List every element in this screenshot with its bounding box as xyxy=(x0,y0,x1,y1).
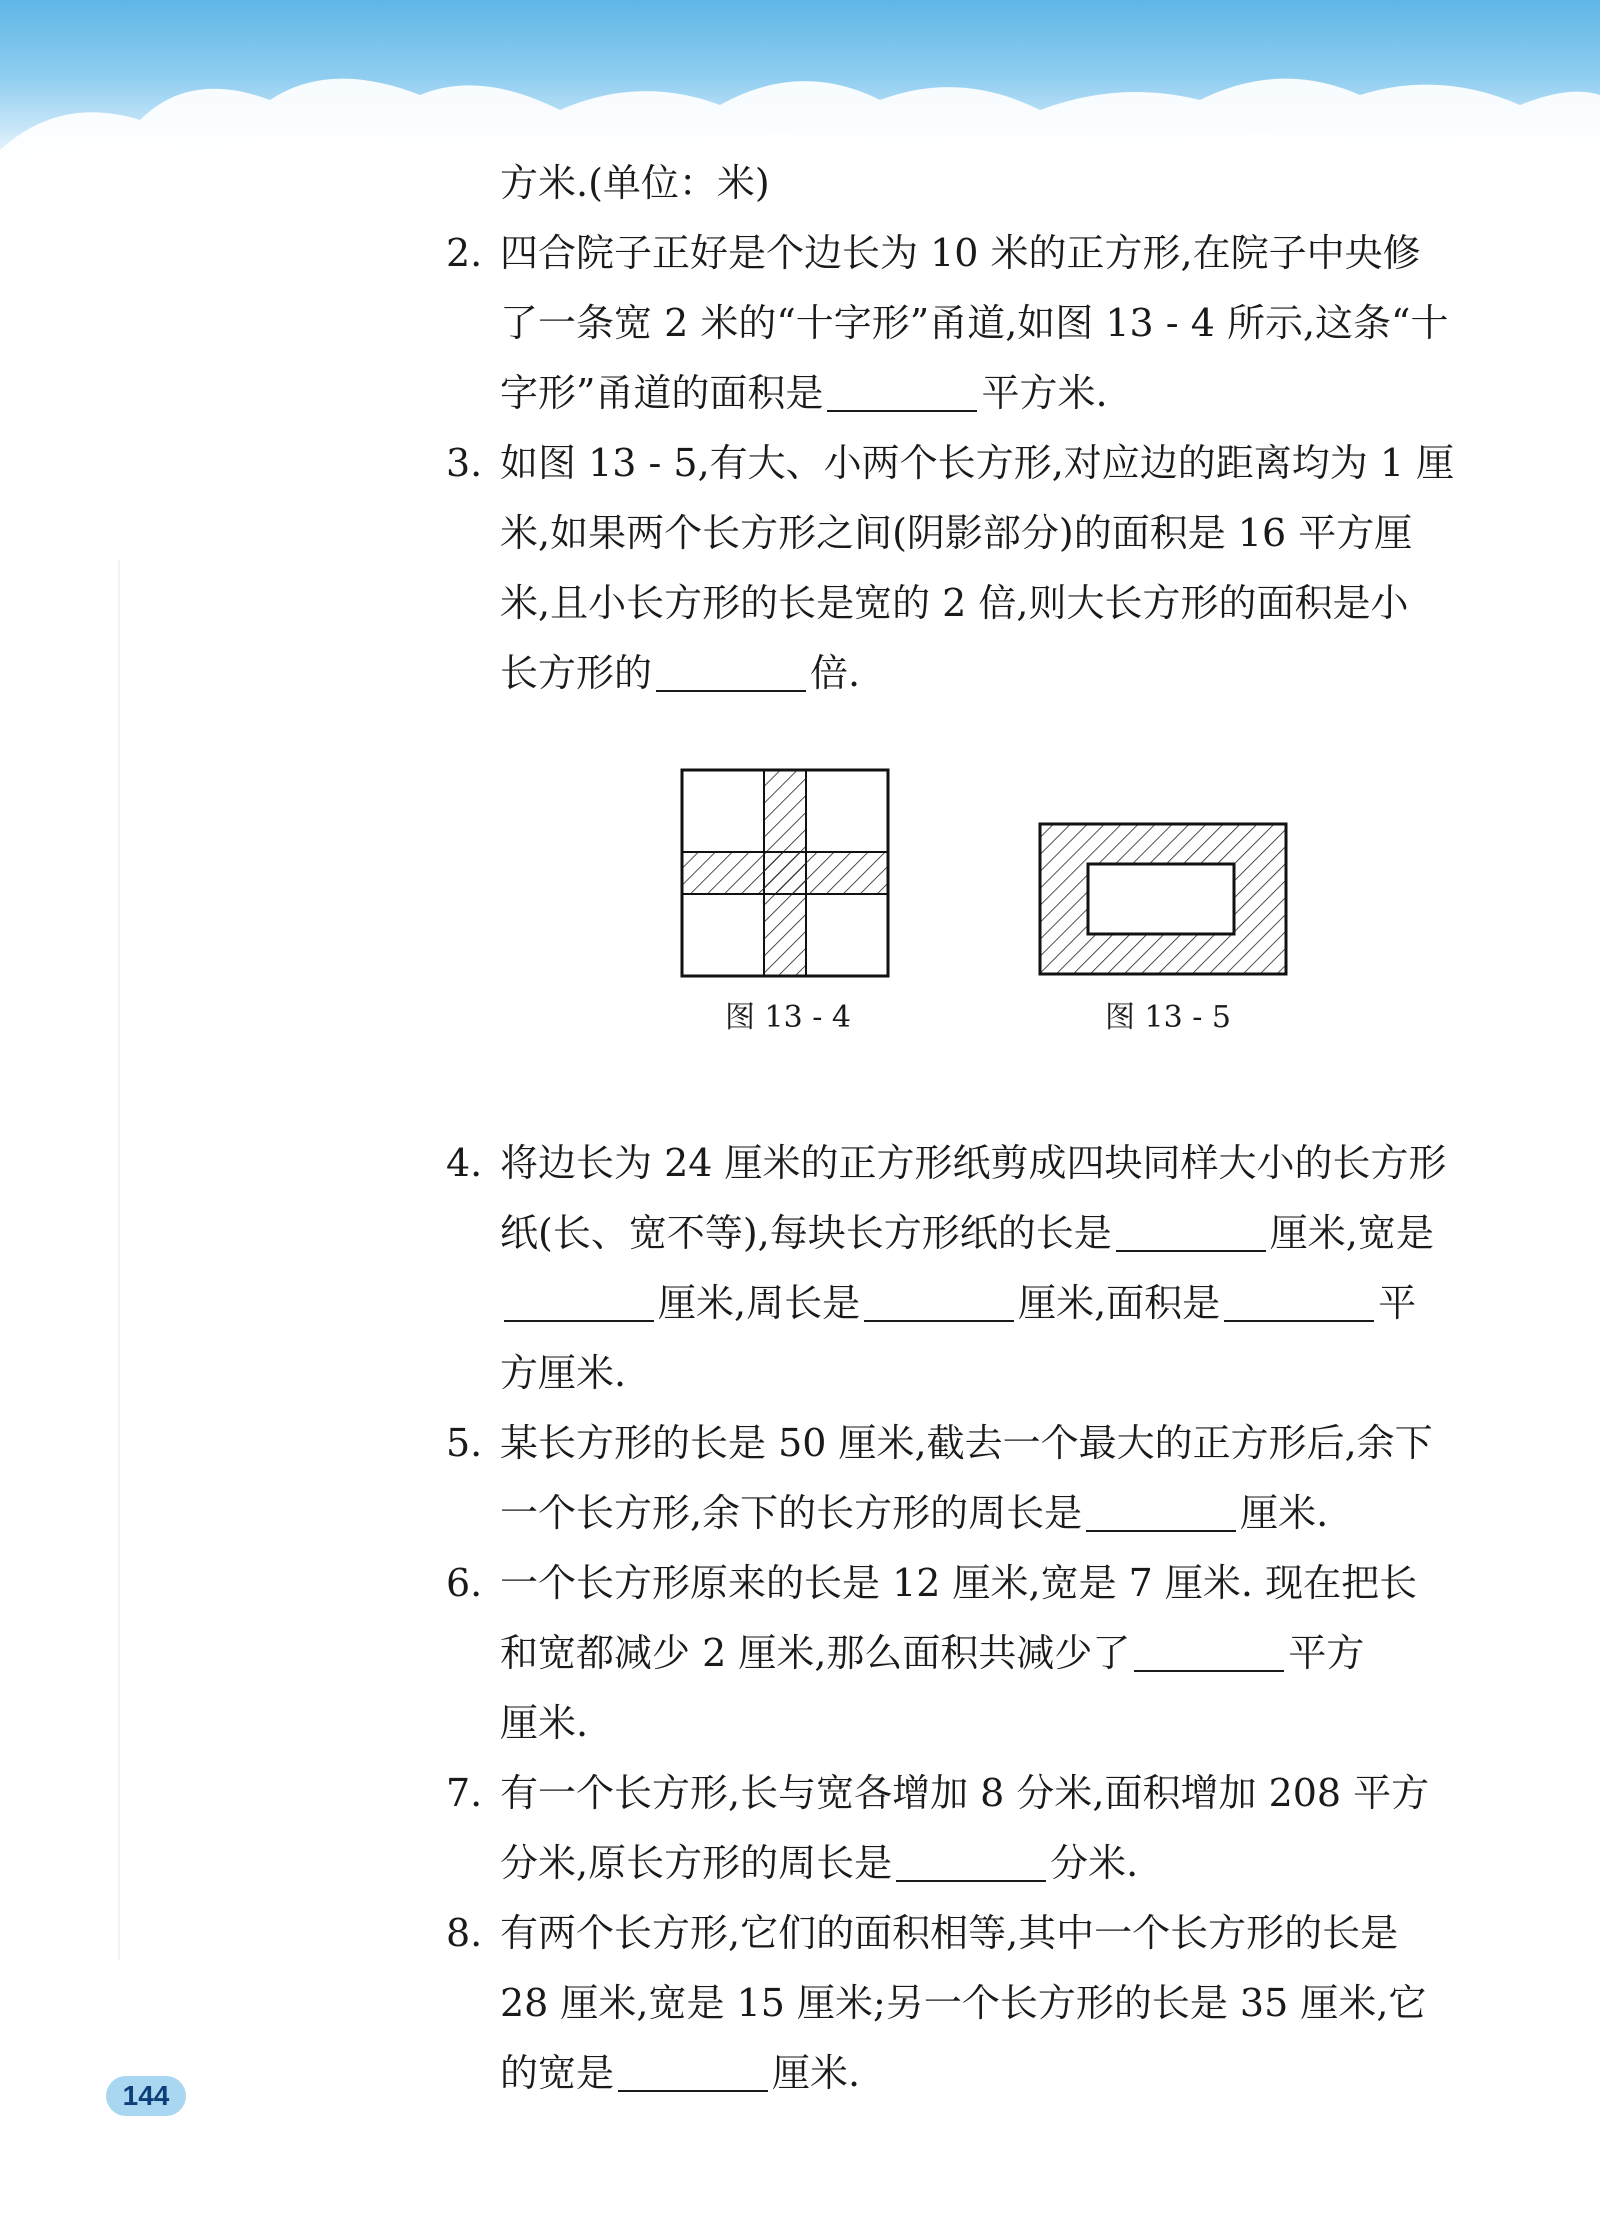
answer-blank[interactable] xyxy=(896,1840,1046,1882)
question xyxy=(446,1408,1495,1548)
question-line xyxy=(500,638,1495,708)
question-text: 倍. xyxy=(810,651,861,695)
question-line xyxy=(500,2038,1495,2108)
answer-blank[interactable] xyxy=(656,650,806,692)
question xyxy=(446,1898,1495,2108)
question-text: 米,如果两个长方形之间(阴影部分)的面积是 16 平方厘 xyxy=(500,511,1413,555)
question-text: 某长方形的长是 50 厘米,截去一个最大的正方形后,余下 xyxy=(500,1421,1433,1465)
question-text: 有两个长方形,它们的面积相等,其中一个长方形的长是 xyxy=(500,1911,1399,1955)
question-line xyxy=(500,218,1495,288)
question-line xyxy=(500,1268,1495,1338)
question-number: 8. xyxy=(446,1911,483,1955)
figure-13-5-caption: 图 13 - 5 xyxy=(1105,1000,1232,1035)
question-line xyxy=(500,1618,1495,1688)
question-line xyxy=(500,428,1495,498)
question-line xyxy=(500,358,1495,428)
question-line xyxy=(500,1898,1495,1968)
question-text: 厘米,面积是 xyxy=(1018,1281,1221,1325)
question-number: 4. xyxy=(446,1141,483,1185)
question-text: 厘米. xyxy=(500,1701,589,1745)
question-line xyxy=(500,1128,1495,1198)
question-text: 厘米. xyxy=(772,2051,861,2095)
question-line xyxy=(500,1548,1495,1618)
figure-13-5 xyxy=(1038,822,1298,982)
question-number: 6. xyxy=(446,1561,483,1605)
question-line xyxy=(500,288,1495,358)
question-number: 3. xyxy=(446,441,483,485)
figure-13-4-caption: 图 13 - 4 xyxy=(725,1000,852,1035)
question-line xyxy=(500,1408,1495,1478)
question xyxy=(446,218,1495,428)
question-text: 平方米. xyxy=(981,371,1108,415)
question-line xyxy=(500,1198,1495,1268)
question-text: 方厘米. xyxy=(500,1351,627,1395)
question-line xyxy=(500,1968,1495,2038)
page-number: 144 xyxy=(106,2076,186,2116)
questions-after-figures xyxy=(446,1128,1495,2108)
cross-center xyxy=(764,852,806,894)
answer-blank[interactable] xyxy=(618,2050,768,2092)
answer-blank[interactable] xyxy=(1224,1280,1374,1322)
figures-area xyxy=(660,750,1310,1050)
question xyxy=(446,1758,1495,1898)
question-text: 纸(长、宽不等),每块长方形纸的长是 xyxy=(500,1211,1112,1255)
figure-13-4 xyxy=(680,768,900,988)
question-text: 分米. xyxy=(1050,1841,1139,1885)
question-number: 7. xyxy=(446,1771,483,1815)
question xyxy=(446,1128,1495,1408)
question-text: 米,且小长方形的长是宽的 2 倍,则大长方形的面积是小 xyxy=(500,581,1409,625)
question xyxy=(446,428,1495,708)
answer-blank[interactable] xyxy=(864,1280,1014,1322)
question-text: 分米,原长方形的周长是 xyxy=(500,1841,893,1885)
question-text: 如图 13 - 5,有大、小两个长方形,对应边的距离均为 1 厘 xyxy=(500,441,1455,485)
answer-blank[interactable] xyxy=(1086,1490,1236,1532)
continuation-text: 方米.(单位：米) xyxy=(500,161,770,205)
question-text: 平方 xyxy=(1288,1631,1365,1675)
question-line xyxy=(500,1688,1495,1758)
question-text: 平 xyxy=(1378,1281,1417,1325)
answer-blank[interactable] xyxy=(827,370,977,412)
question-text: 有一个长方形,长与宽各增加 8 分米,面积增加 208 平方 xyxy=(500,1771,1430,1815)
question-text: 的宽是 xyxy=(500,2051,615,2095)
question-text: 一个长方形原来的长是 12 厘米,宽是 7 厘米. 现在把长 xyxy=(500,1561,1418,1605)
question-text: 四合院子正好是个边长为 10 米的正方形,在院子中央修 xyxy=(500,231,1421,275)
questions-before-figures xyxy=(446,218,1495,708)
question-text: 一个长方形,余下的长方形的周长是 xyxy=(500,1491,1083,1535)
question-text: 厘米. xyxy=(1240,1491,1329,1535)
question-text: 厘米,周长是 xyxy=(658,1281,861,1325)
answer-blank[interactable] xyxy=(1134,1630,1284,1672)
question-text: 长方形的 xyxy=(500,651,653,695)
question-line xyxy=(500,1828,1495,1898)
question-text: 了一条宽 2 米的“十字形”甬道,如图 13 - 4 所示,这条“十 xyxy=(500,301,1449,345)
margin-line xyxy=(118,560,120,1960)
answer-blank[interactable] xyxy=(1116,1210,1266,1252)
question-text: 28 厘米,宽是 15 厘米;另一个长方形的长是 35 厘米,它 xyxy=(500,1981,1427,2025)
question-text: 将边长为 24 厘米的正方形纸剪成四块同样大小的长方形 xyxy=(500,1141,1447,1185)
question-line xyxy=(500,1478,1495,1548)
question-text: 厘米,宽是 xyxy=(1269,1211,1434,1255)
question-line xyxy=(500,498,1495,568)
question-line xyxy=(500,1338,1495,1408)
question-number: 5. xyxy=(446,1421,483,1465)
question-text: 字形”甬道的面积是 xyxy=(500,371,824,415)
question-text: 和宽都减少 2 厘米,那么面积共减少了 xyxy=(500,1631,1131,1675)
question-line xyxy=(500,1758,1495,1828)
page-content xyxy=(446,148,1495,2108)
answer-blank[interactable] xyxy=(504,1280,654,1322)
question-number: 2. xyxy=(446,231,483,275)
question xyxy=(446,1548,1495,1758)
question-line xyxy=(500,568,1495,638)
inner-rectangle xyxy=(1088,864,1234,934)
